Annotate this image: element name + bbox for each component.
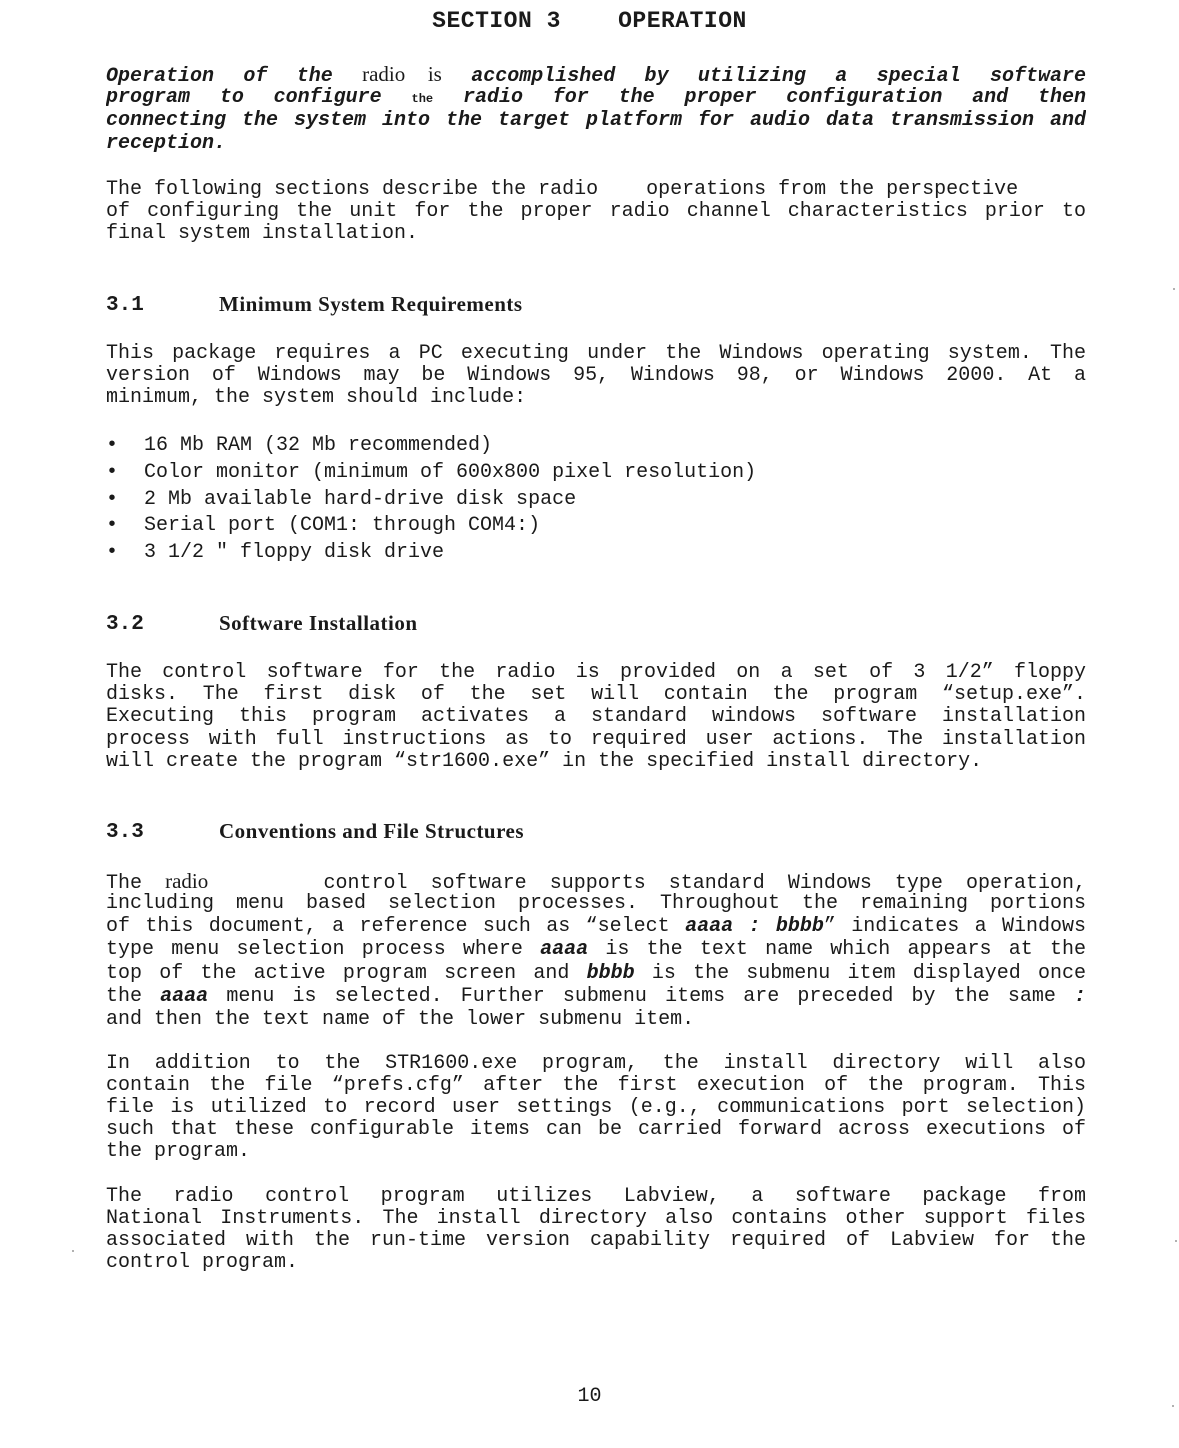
s32-line-3: Executing this program activates a standard windows software installation bbox=[106, 706, 1086, 728]
s32-line-4: process with full instructions as to required user actions. The installation bbox=[106, 729, 1086, 751]
s32-line-1: The control software for the radio is provided on a set of 3 1/2” floppy bbox=[106, 662, 1086, 684]
s33-p3-line-4: control program. bbox=[106, 1251, 299, 1274]
section-3-1-number: 3.1 bbox=[106, 294, 144, 317]
s33-p1-line-3: of this document, a reference such as “select aaaa : bbbb” indicates a Windows bbox=[106, 916, 1086, 938]
bullet-icon: • bbox=[106, 434, 119, 457]
s33-p2-line-3: file is utilized to record user settings (e.g., communications port selection) bbox=[106, 1097, 1086, 1119]
intro-line-2: program to configure the radio for the proper configuration and then bbox=[106, 87, 1086, 109]
s33-p2-line-1: In addition to the STR1600.exe program, the install directory will also bbox=[106, 1053, 1086, 1075]
section-heading: SECTION 3 OPERATION bbox=[432, 8, 747, 34]
s33-p2-line-2: contain the file “prefs.cfg” after the first execution of the program. This bbox=[106, 1075, 1086, 1097]
s32-line-5: will create the program “str1600.exe” in the specified install directory. bbox=[106, 750, 983, 773]
section-3-2-number: 3.2 bbox=[106, 613, 144, 636]
s33-p2-line-4: such that these configurable items can be carried forward across executions of bbox=[106, 1119, 1086, 1141]
intro-line-3: connecting the system into the target platform for audio data transmission and bbox=[106, 110, 1086, 132]
s33-p3-line-1: The radio control program utilizes Labview, a software package from bbox=[106, 1186, 1086, 1208]
intro-line-4: reception. bbox=[106, 132, 227, 155]
s31-line-3: minimum, the system should include: bbox=[106, 386, 527, 409]
para1-line-1: The following sections describe the radio operations from the perspective bbox=[106, 178, 1019, 201]
s33-p1-line-2: including menu based selection processes. Throughout the remaining portions bbox=[106, 893, 1086, 915]
s32-line-2: disks. The first disk of the set will contain the program “setup.exe”. bbox=[106, 684, 1086, 706]
section-3-3-title: Conventions and File Structures bbox=[219, 819, 525, 843]
s33-p1-line-6: the aaaa menu is selected. Further submenu items are preceded by the same : bbox=[106, 986, 1086, 1008]
bullet-icon: • bbox=[106, 541, 119, 564]
scan-speck bbox=[1172, 1405, 1174, 1407]
document-page: SECTION 3 OPERATION Operation of the radio is accomplished by utilizing a special software program to configure the radio for the proper configuration and then connecting the system into the target platform for audio data transmission and reception. The following sections describe the radio operations from the perspective of configuring the unit for the proper radio channel characteristics prior to final system installation. 3.1 Minimum System Requirements This package requires a PC executing under the Windows operating system. The version of Windows may be Windows 95, Windows 98, or Windows 2000. At a minimum, the system should include: • 16 Mb RAM (32 Mb recommended) • Color monitor (minimum of 600x800 pixel resolution) • 2 Mb available hard-drive disk space • Serial port (COM1: through COM4:) • 3 1/2 " floppy disk drive 3.2 Software Installation The control software for the radio is provided on a set of 3 1/2” floppy disks. The first disk of the set will contain the program “setup.exe”. Executing this program activates a standard windows software installation process with full instructions as to required user actions. The installation will create the program “str1600.exe” in the specified install directory. 3.3 Conventions and File Structures The radio control software supports standard Windows type operation, including menu based selection processes. Throughout the remaining portions of this document, a reference such as “select aaaa : bbbb” indicates a Windows type menu selection process where aaaa is the text name which appears at the top of the active program screen and bbbb is the submenu item displayed once the aaaa menu is selected. Further submenu items are preceded by the same : and then the text name of the lower submenu item. In addition to the STR1600.exe program, the install directory will also contain the file “prefs.cfg” after the first execution of the program. This file is utilized to record user settings (e.g., communications port selection) such that these configurable items can be carried forward across executions of the program. The radio control program utilizes Labview, a software package from National Instruments. The install directory also contains other support files associated with the run-time version capability required of Labview for the control program. 10 bbox=[0, 0, 1179, 1448]
scan-speck bbox=[1175, 1240, 1177, 1242]
para1-line-2: of configuring the unit for the proper radio channel characteristics prior to bbox=[106, 201, 1086, 223]
section-3-2-title: Software Installation bbox=[219, 611, 418, 635]
section-3-1-title: Minimum System Requirements bbox=[219, 292, 523, 316]
s31-line-1: This package requires a PC executing under the Windows operating system. The bbox=[106, 343, 1086, 365]
para1-line-3: final system installation. bbox=[106, 222, 419, 245]
scan-speck bbox=[72, 1250, 74, 1252]
section-3-3-number: 3.3 bbox=[106, 821, 144, 844]
s33-p1-line-7: and then the text name of the lower submenu item. bbox=[106, 1008, 695, 1031]
s33-p2-line-5: the program. bbox=[106, 1140, 251, 1163]
bullet-icon: • bbox=[106, 488, 119, 511]
s33-p1-line-5: top of the active program screen and bbbb is the submenu item displayed once bbox=[106, 963, 1086, 985]
scan-speck bbox=[1173, 288, 1175, 290]
page-number: 10 bbox=[577, 1385, 602, 1408]
s33-p3-line-3: associated with the run-time version capability required of Labview for the bbox=[106, 1230, 1086, 1252]
intro-line-1: Operation of the radio is accomplished by utilizing a special software bbox=[106, 63, 1086, 85]
s33-p1-line-4: type menu selection process where aaaa is the text name which appears at the bbox=[106, 939, 1086, 961]
s33-p1-line-1: The radio control software supports standard Windows type operation, bbox=[106, 870, 1086, 894]
s31-line-2: version of Windows may be Windows 95, Windows 98, or Windows 2000. At a bbox=[106, 365, 1086, 387]
s33-p3-line-2: National Instruments. The install directory also contains other support files bbox=[106, 1208, 1086, 1230]
bullet-icon: • bbox=[106, 461, 119, 484]
bullet-icon: • bbox=[106, 514, 119, 537]
